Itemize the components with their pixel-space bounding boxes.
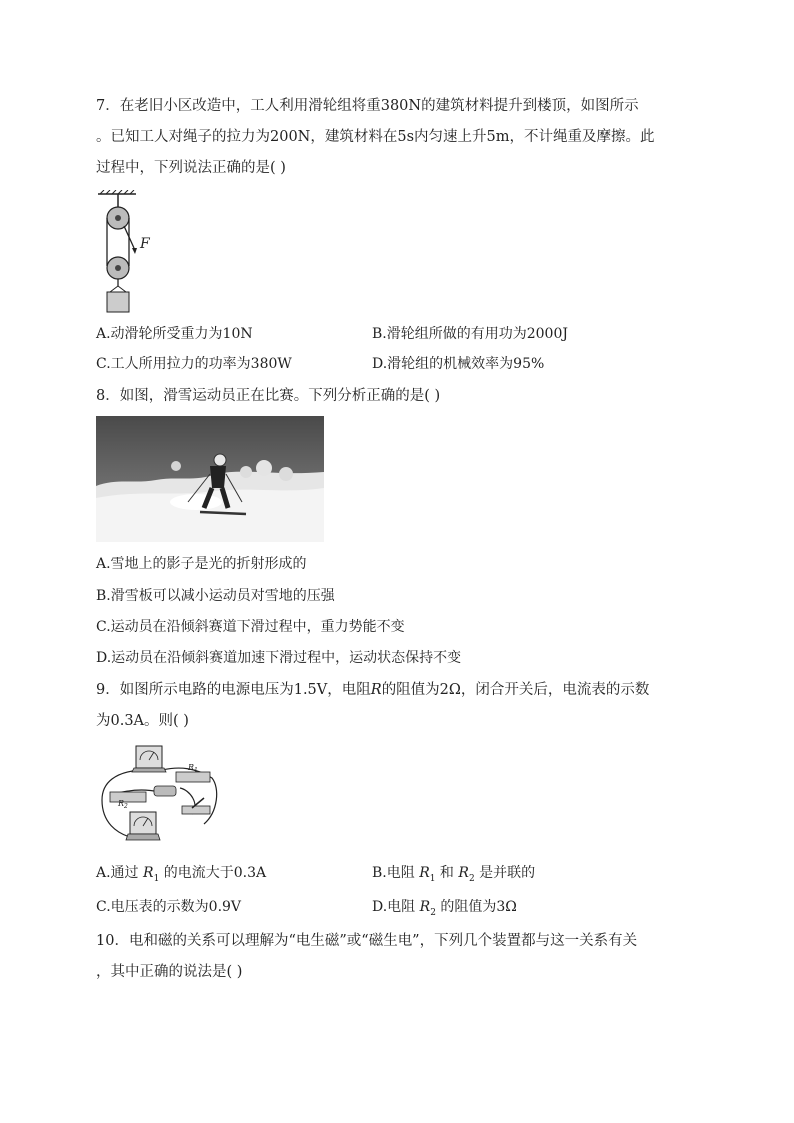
svg-text:R1: $R_1$	[188, 763, 198, 774]
svg-text:R2: $R_2$	[118, 799, 128, 810]
q7-stem-line3: 过程中，下列说法正确的是( )	[96, 160, 286, 176]
q8-option-b: B.滑雪板可以减小运动员对雪地的压强	[96, 588, 335, 604]
q8-stem: 8．如图，滑雪运动员正在比赛。下列分析正确的是( )	[96, 388, 441, 404]
q9-option-c: C.电压表的示数为0.9V	[96, 899, 242, 915]
circuit-figure	[96, 742, 222, 848]
q9-stem-line1: 9．如图所示电路的电源电压为1.5V，电阻R的阻值为2Ω，闭合开关后，电流表的示数	[96, 682, 650, 698]
q7-stem-line2: 。已知工人对绳子的拉力为200N，建筑材料在5s内匀速上升5m，不计绳重及摩擦。此	[96, 129, 655, 145]
pulley-system-figure	[96, 190, 166, 314]
skier-photo	[96, 416, 324, 542]
q8-option-a: A.雪地上的影子是光的折射形成的	[96, 556, 307, 572]
q7-option-d: D.滑轮组的机械效率为95%	[372, 356, 545, 372]
q9-option-b: B.电阻 $R_1$ 和 $R_2$ 是并联的	[372, 865, 536, 884]
q8-option-d: D.运动员在沿倾斜赛道加速下滑过程中，运动状态保持不变	[96, 650, 462, 666]
q7-option-b: B.滑轮组所做的有用功为2000J	[372, 326, 568, 342]
q8-option-c: C.运动员在沿倾斜赛道下滑过程中，重力势能不变	[96, 619, 405, 635]
q9-option-d: D.电阻 $R_2$ 的阻值为3Ω	[372, 899, 517, 918]
q7-option-c: C.工人所用拉力的功率为380W	[96, 356, 292, 372]
q10-stem-line1: 10．电和磁的关系可以理解为“电生磁”或“磁生电”，下列几个装置都与这一关系有关	[96, 933, 638, 949]
force-label: F	[140, 236, 150, 252]
q10-stem-line2: ，其中正确的说法是( )	[96, 964, 243, 980]
q7-option-a: A.动滑轮所受重力为10N	[96, 326, 253, 342]
q9-stem-line2: 为0.3A。则( )	[96, 713, 189, 729]
q7-stem-line1: 7．在老旧小区改造中，工人利用滑轮组将重380N的建筑材料提升到楼顶，如图所示	[96, 98, 639, 114]
q9-option-a: A.通过 $R_1$ 的电流大于0.3A	[96, 865, 267, 884]
